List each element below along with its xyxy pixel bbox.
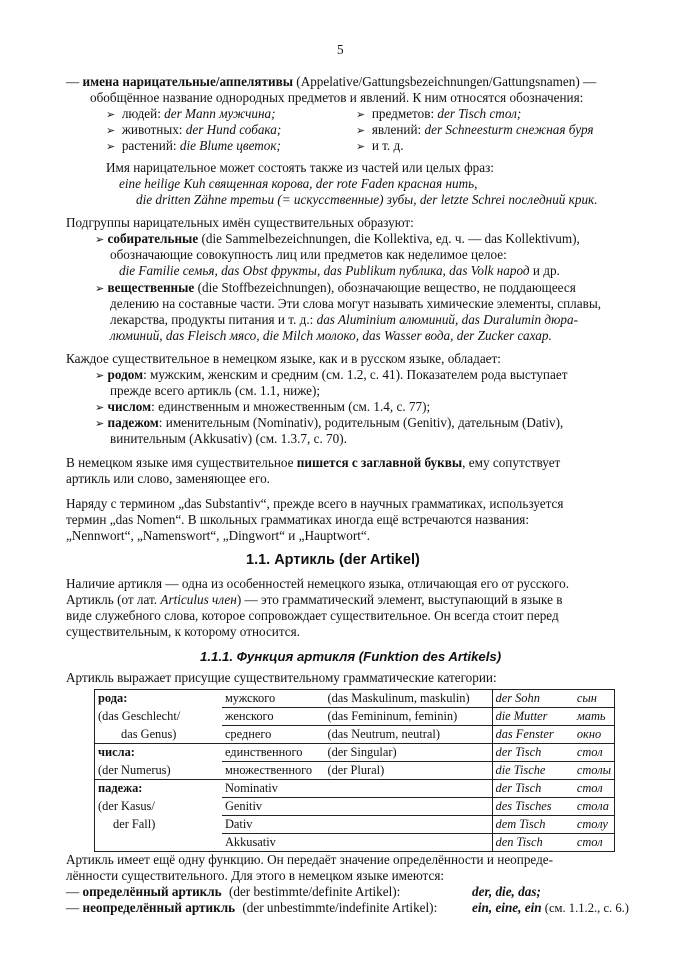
bullet-arrow-icon: ➢ xyxy=(356,140,366,153)
definite-article-line xyxy=(66,884,636,900)
feature-desc: : именительным (Nominativ), родительным (Genitiv), дательным (Dativ), xyxy=(158,415,564,430)
article-text-end: ) — это грамматический элемент, выступающий в языке в xyxy=(236,592,563,607)
article-line-3: виде служебного слова, которое сопровождает существительное. Он всегда стоит перед xyxy=(66,608,559,623)
table-row xyxy=(95,726,615,744)
article-line-2 xyxy=(66,592,562,608)
subgroup-2-line-2: делению на составные части. Эти слова могут называть химические элементы, сплавы, xyxy=(110,296,601,311)
example-right-2 xyxy=(356,122,594,139)
subgroup-examples: die Familie семья, das Obst фрукты, das Publikum публика, das Volk народ xyxy=(119,263,530,278)
table-row xyxy=(95,708,615,726)
table-cell-german xyxy=(324,798,492,816)
table-cell-example: den Tisch xyxy=(492,834,574,852)
capital-text-end: , ему сопутствует xyxy=(462,455,561,470)
table-cell-value: множественного xyxy=(222,762,325,780)
table-cell-category: падежа: xyxy=(95,780,222,798)
capital-bold: пишется с заглавной буквы xyxy=(296,455,463,470)
dash: — xyxy=(66,900,80,915)
table-cell-german: (das Femininum, feminin) xyxy=(324,708,492,726)
example-label: и т. д. xyxy=(371,138,404,153)
subgroup-term: собирательные xyxy=(107,231,199,246)
table-cell-value: единственного xyxy=(222,744,325,762)
categories-intro: Артикль выражает присущие существительному грамматические категории: xyxy=(66,670,497,685)
phrases-line-2: die dritten Zähne третьи (= искусственные) зубы, der letzte Schrei последний крик. xyxy=(136,192,598,207)
example-right-3 xyxy=(356,138,404,155)
feature-3-line-2: винительным (Akkusativ) (см. 1.3.7, с. 70). xyxy=(110,431,347,446)
terms-line-2: термин „das Nomen“. В школьных грамматиках иногда ещё встречаются названия: xyxy=(66,512,530,527)
intro-line-1 xyxy=(66,74,596,90)
subgroup-2-line-3 xyxy=(110,312,578,328)
table-row xyxy=(95,762,615,780)
subsection-title: 1.1.1. Функция артикля (Funktion des Artikels) xyxy=(200,649,502,664)
capital-line-1 xyxy=(66,455,560,471)
table-cell-translation: стол xyxy=(574,834,615,852)
table-row xyxy=(95,834,615,852)
table-row xyxy=(95,744,615,762)
capital-line-2: артикль или слово, заменяющее его. xyxy=(66,471,270,486)
subgroup-text: лекарства, продукты питания и т. д.: xyxy=(110,312,317,327)
table-row xyxy=(95,816,615,834)
table-cell-category: (das Geschlecht/ xyxy=(98,708,181,723)
bullet-arrow-icon: ➢ xyxy=(106,108,116,121)
table-cell-german: (das Maskulinum, maskulin) xyxy=(324,690,492,708)
table-cell-value: Nominativ xyxy=(222,780,325,798)
article-line-1: Наличие артикля — одна из особенностей немецкого языка, отличающая его от русского. xyxy=(66,576,569,591)
categories-table xyxy=(94,689,615,852)
table-cell-translation: столу xyxy=(574,816,615,834)
feature-3-line-1 xyxy=(95,415,563,432)
indefinite-article-group xyxy=(472,900,629,917)
table-cell-category: das Genus) xyxy=(121,726,177,741)
table-cell-german xyxy=(324,816,492,834)
example-left-2 xyxy=(106,122,281,139)
table-cell-value: Genitiv xyxy=(222,798,325,816)
subgroup-1-line-1 xyxy=(95,231,580,248)
table-cell-translation: стола xyxy=(574,798,615,816)
terms-line-3: „Nennwort“, „Namenswort“, „Dingwort“ и „Hauptwort“. xyxy=(66,528,371,543)
article-text: Артикль (от лат. xyxy=(66,592,161,607)
table-cell-translation: стол xyxy=(574,744,615,762)
example-word: der Mann мужчина; xyxy=(164,106,276,121)
subgroup-1-line-2: обозначающие совокупность лиц или предметов как неделимое целое: xyxy=(110,247,507,262)
subgroup-desc: (die Stoffbezeichnungen), обозначающие вещество, не поддающееся xyxy=(194,280,576,295)
table-cell-value: среднего xyxy=(222,726,325,744)
feature-desc: : мужским, женским и средним (см. 1.2, с. 41). Показателем рода выступает xyxy=(143,367,568,382)
features-intro: Каждое существительное в немецком языке, как и в русском языке, обладает: xyxy=(66,351,501,366)
table-cell-german xyxy=(324,834,492,852)
table-cell-category: (der Kasus/ xyxy=(98,798,155,813)
table-cell-category: (der Numerus) xyxy=(98,762,171,777)
table-cell-example: der Tisch xyxy=(492,780,574,798)
bullet-arrow-icon: ➢ xyxy=(95,417,105,430)
article-latin: Articulus член xyxy=(160,592,237,607)
bullet-arrow-icon: ➢ xyxy=(95,401,105,414)
bullet-arrow-icon: ➢ xyxy=(95,369,105,382)
table-cell-value: мужского xyxy=(222,690,325,708)
closing-line-1: Артикль имеет ещё одну функцию. Он передаёт значение определённости и неопреде- xyxy=(66,852,554,867)
subgroup-2-line-4: люминий, das Fleisch мясо, die Milch молоко, das Wasser вода, der Zucker сахар. xyxy=(110,328,552,343)
table-cell-example: die Tische xyxy=(492,762,574,780)
terms-line-1: Наряду с термином „das Substantiv“, прежде всего в научных грамматиках, используется xyxy=(66,496,564,511)
example-label: явлений: xyxy=(371,122,425,137)
feature-term: падежом xyxy=(107,415,159,430)
example-label: растений: xyxy=(121,138,180,153)
example-word: der Hund собака; xyxy=(185,122,282,137)
table-cell-example: dem Tisch xyxy=(492,816,574,834)
example-left-3 xyxy=(106,138,281,155)
feature-2-line-1 xyxy=(95,399,430,416)
example-label: людей: xyxy=(121,106,165,121)
definite-article-forms: der, die, das; xyxy=(472,884,541,899)
page-number: 5 xyxy=(337,42,344,57)
feature-term: родом xyxy=(107,367,144,382)
table-row xyxy=(95,798,615,816)
table-cell-translation: окно xyxy=(574,726,615,744)
subgroup-desc: (die Sammelbezeichnungen, die Kollektiva, ед. ч. — das Kollektivum), xyxy=(198,231,580,246)
term-rest: (Appelative/Gattungsbezeichnungen/Gattungsnamen) — xyxy=(293,74,597,89)
table-cell-translation: сын xyxy=(574,690,615,708)
term-bold: имена нарицательные/аппелятивы xyxy=(82,74,293,89)
feature-desc: : единственным и множественным (см. 1.4, с. 77); xyxy=(151,399,431,414)
table-cell-translation: стол xyxy=(574,780,615,798)
example-left-1 xyxy=(106,106,276,123)
table-cell-german: (der Plural) xyxy=(324,762,492,780)
subgroup-1-line-3 xyxy=(119,263,560,279)
bullet-arrow-icon: ➢ xyxy=(95,233,105,246)
bullet-arrow-icon: ➢ xyxy=(356,124,366,137)
dash: — xyxy=(66,884,80,899)
phrases-line-1: eine heilige Kuh священная корова, der rote Faden красная нить, xyxy=(119,176,478,191)
table-row xyxy=(95,780,615,798)
indefinite-article-line xyxy=(66,900,636,916)
table-cell-category: der Fall) xyxy=(113,816,156,831)
indefinite-article-ref: (см. 1.1.2., с. 6.) xyxy=(541,901,629,915)
subgroup-examples-rest: и др. xyxy=(529,263,560,278)
table-cell-category xyxy=(95,834,222,852)
table-cell-category: рода: xyxy=(95,690,222,708)
subgroup-term: вещественные xyxy=(107,280,195,295)
capital-text: В немецком языке имя существительное xyxy=(66,455,297,470)
table-cell-example: das Fenster xyxy=(492,726,574,744)
table-cell-example: der Sohn xyxy=(492,690,574,708)
table-cell-value: Dativ xyxy=(222,816,325,834)
table-cell-translation: мать xyxy=(574,708,615,726)
example-label: животных: xyxy=(121,122,186,137)
subgroup-2-line-1 xyxy=(95,280,576,297)
section-title: 1.1. Артикль (der Artikel) xyxy=(246,552,420,568)
example-word: der Schneesturm снежная буря xyxy=(424,122,594,137)
table-row xyxy=(95,690,615,708)
example-label: предметов: xyxy=(371,106,438,121)
feature-term: числом xyxy=(107,399,152,414)
indefinite-article-forms: ein, eine, ein xyxy=(472,900,542,915)
bullet-arrow-icon: ➢ xyxy=(106,124,116,137)
table-cell-value: женского xyxy=(222,708,325,726)
bullet-arrow-icon: ➢ xyxy=(106,140,116,153)
feature-1-line-2: прежде всего артикль (см. 1.1, ниже); xyxy=(110,383,321,398)
bullet-arrow-icon: ➢ xyxy=(356,108,366,121)
definite-article-term: определённый артикль xyxy=(82,884,222,899)
table-cell-category: числа: xyxy=(95,744,222,762)
table-cell-german xyxy=(324,780,492,798)
table-cell-german: (das Neutrum, neutral) xyxy=(324,726,492,744)
indefinite-article-german: (der unbestimmte/indefinite Artikel): xyxy=(242,900,438,915)
feature-1-line-1 xyxy=(95,367,567,384)
example-word: die Blume цветок; xyxy=(179,138,281,153)
table-cell-value: Akkusativ xyxy=(222,834,325,852)
example-word: der Tisch стол; xyxy=(437,106,522,121)
dash: — xyxy=(66,74,80,89)
subgroups-intro: Подгруппы нарицательных имён существительных образуют: xyxy=(66,215,414,230)
table-cell-example: des Tisches xyxy=(492,798,574,816)
table-cell-example: die Mutter xyxy=(492,708,574,726)
subgroup-examples: das Aluminium алюминий, das Duralumin дюра- xyxy=(316,312,578,327)
closing-line-2: лённости существительного. Для этого в немецком языке имеются: xyxy=(66,868,445,883)
indefinite-article-term: неопределённый артикль xyxy=(82,900,236,915)
article-line-4: существительным, к которому относится. xyxy=(66,624,301,639)
bullet-arrow-icon: ➢ xyxy=(95,282,105,295)
table-cell-translation: столы xyxy=(574,762,615,780)
intro-line-2: обобщённое название однородных предметов и явлений. К ним относятся обозначения: xyxy=(90,90,584,105)
example-right-1 xyxy=(356,106,521,123)
table-cell-example: der Tisch xyxy=(492,744,574,762)
definite-article-german: (der bestimmte/definite Artikel): xyxy=(228,884,401,899)
table-cell-german: (der Singular) xyxy=(324,744,492,762)
phrases-intro: Имя нарицательное может состоять также из частей или целых фраз: xyxy=(106,160,494,175)
